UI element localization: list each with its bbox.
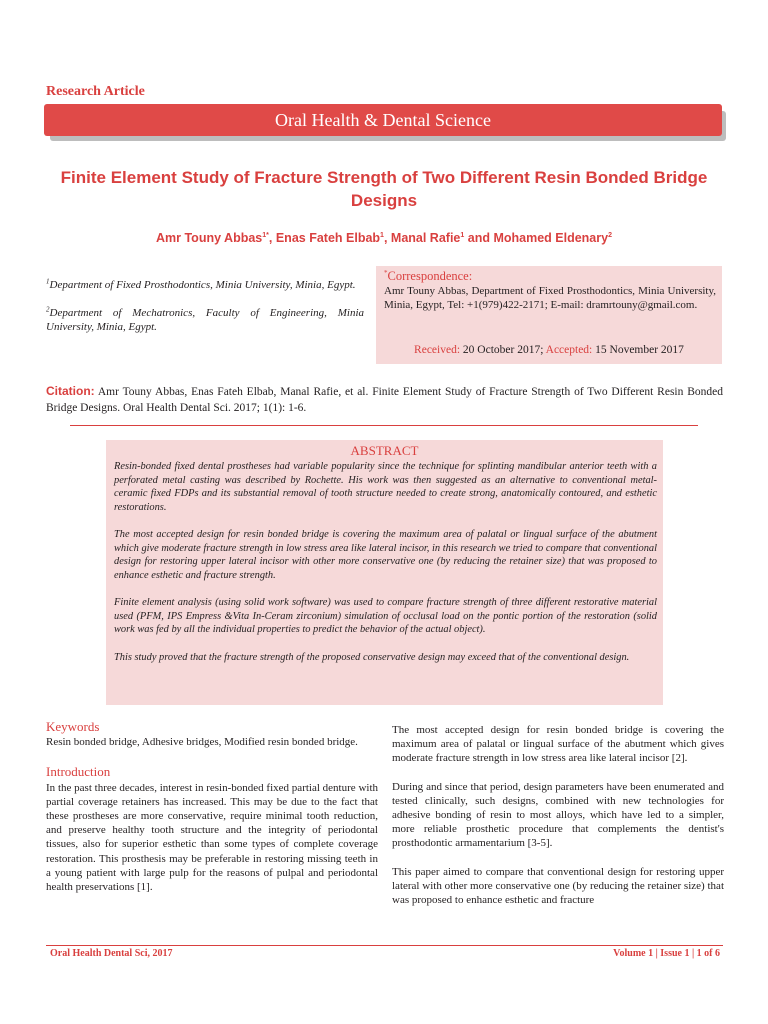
author-affiliation-marker: 2: [608, 231, 612, 239]
affiliation-text: Department of Mechatronics, Faculty of Engineering, Minia University, Minia, Egypt.: [46, 307, 364, 333]
author-name: Mohamed Eldenary: [493, 231, 609, 245]
author-name: Manal Rafie: [390, 231, 461, 245]
affiliation-marker: 1: [46, 277, 50, 286]
citation-text: Amr Touny Abbas, Enas Fateh Elbab, Manal Rafie, et al. Finite Element Study of Fracture Strength of Two Different Resin Bonded Bridge Designs. Oral Health Dental Sci. 2017; 1(1): 1-6.: [46, 386, 723, 414]
body-paragraph: The most accepted design for resin bonded bridge is covering the maximum area of palatal or lingual surface of the abutment which gives moderate fracture strength in low stress area like lateral incisor [2].: [392, 724, 724, 765]
accepted-label: Accepted:: [545, 344, 593, 356]
correspondence-box: [376, 266, 722, 364]
correspondence-marker: *: [384, 268, 388, 277]
body-paragraph: This paper aimed to compare that conventional design for restoring upper lateral with other more conservative one (by reducing the retainer size) that was proposed to enhance esthetic and fracture: [392, 865, 724, 907]
received-label: Received:: [414, 344, 461, 356]
correspondence-heading-text: Correspondence:: [387, 269, 473, 283]
accepted-date: 15 November 2017: [595, 344, 684, 356]
affiliation-item: [46, 306, 364, 334]
author-list: [40, 231, 728, 245]
journal-banner: [44, 104, 722, 136]
author-name: Enas Fateh Elbab: [275, 231, 381, 245]
article-type-label: Research Article: [46, 84, 145, 99]
author-separator: ,: [383, 231, 391, 245]
article-title: Finite Element Study of Fracture Strength of Two Different Resin Bonded Bridge Designs: [60, 168, 708, 210]
correspondence-heading: [384, 269, 472, 284]
footer-journal: Oral Health Dental Sci, 2017: [50, 948, 173, 959]
left-column: [46, 720, 378, 894]
body-paragraph: During and since that period, design parameters have been enumerated and tested clinically, such designs, combined with new technologies for adhesive bonding of resin to most alloys, which have led to a simpler, more reliable prosthetic procedure that complements the dentist's prosthodontic armamentarium [3-5].: [392, 780, 724, 850]
introduction-paragraph: In the past three decades, interest in resin-bonded fixed partial denture with partial coverage retainers has increased. This may be due to the fact that these prostheses are more conservative, require minimal tooth reduction, and preserve healthy tooth structure and the integrity of periodontal tissues, also for superior esthetic than some types of complete coverage restoration. This prosthesis may be preferable in restoring missing teeth in a young patient with large pulp for the reasons of pulpal and periodontal health preservations [1].: [46, 781, 378, 894]
correspondence-text: Amr Touny Abbas, Department of Fixed Prosthodontics, Minia University, Minia, Egypt, Tel: +1(979)422-2171; E-mail: dramrtouny@gmail.com.: [384, 285, 716, 311]
abstract-heading: ABSTRACT: [350, 443, 419, 458]
keywords-text: Resin bonded bridge, Adhesive bridges, Modified resin bonded bridge.: [46, 736, 358, 749]
affiliation-marker: 2: [46, 305, 50, 314]
abstract-paragraph: This study proved that the fracture strength of the proposed conservative design may exceed that of the conventional design.: [114, 651, 630, 663]
citation: [46, 383, 723, 416]
keywords-heading: Keywords: [46, 719, 100, 734]
journal-name: Oral Health & Dental Science: [275, 110, 491, 130]
affiliations: [46, 278, 364, 348]
abstract-body: [114, 460, 657, 678]
article-dates: [376, 344, 722, 356]
author-separator: and: [464, 231, 494, 245]
citation-label: Citation:: [46, 384, 95, 398]
abstract-paragraph: Resin-bonded fixed dental prostheses had variable popularity since the technique for splinting mandibular anterior teeth with a perforated metal casting was described by Rochette. His work was then suggested as an alternative to conventional metal-ceramic fixed FDPs and its substantial removal of tooth structure needed to create strong, anatomically contoured, and esthetic restorations.: [114, 461, 657, 513]
footer-divider: [46, 945, 723, 946]
affiliation-text: Department of Fixed Prosthodontics, Minia University, Minia, Egypt.: [49, 279, 356, 291]
right-column: [392, 723, 724, 921]
abstract-box: [106, 440, 663, 705]
abstract-paragraph: Finite element analysis (using solid work software) was used to compare fracture strength of three different restorative material used (PFM, IPS Empress &Vita In-Ceram zirconium) simulation of occlusal load on the pontic portion of the restoration (solid work was fed by all the individual properties to predict the behavior of the actual object).: [114, 597, 657, 635]
author-affiliation-marker: 1*: [262, 231, 269, 239]
author-affiliation-marker: 1: [380, 231, 384, 239]
affiliation-item: [46, 278, 364, 292]
author-affiliation-marker: 1: [460, 231, 465, 239]
footer-page-info: Volume 1 | Issue 1 | 1 of 6: [613, 948, 720, 959]
received-date: 20 October 2017;: [462, 344, 544, 356]
author-separator: ,: [268, 231, 276, 245]
introduction-heading: Introduction: [46, 764, 111, 780]
abstract-paragraph: The most accepted design for resin bonded bridge is covering the maximum area of palatal or lingual surface of the abutment which give moderate fracture strength in low stress area like lateral incisor, in this research we tried to compare that conventional design for restoring upper lateral incisor with other more conservative one (by reducing the retainer size) that was proposed to enhance esthetic and fracture strength.: [114, 529, 657, 581]
divider: [70, 425, 698, 426]
author-name: Amr Touny Abbas: [156, 231, 263, 245]
